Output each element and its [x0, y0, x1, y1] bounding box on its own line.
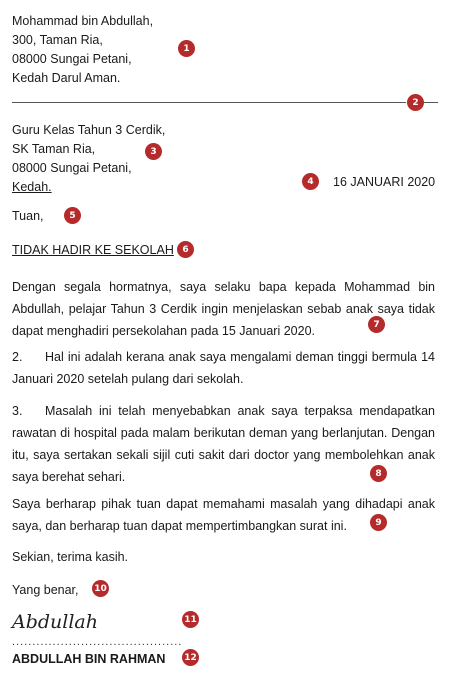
- marker-badge: 7: [368, 316, 385, 333]
- marker-badge: 12: [182, 649, 199, 666]
- paragraph-number: 3.: [12, 404, 23, 418]
- paragraph-3-text: Masalah ini telah menyebabkan anak saya terpaksa mendapatkan rawatan di hospital pada malam berikutan deman yang berlanjutan. Dengan itu, saya sertakan sekali sijil cuti sakit dari doctor yang membolehkan anak saya berehat sehari.: [12, 404, 435, 484]
- divider-line-tail: [424, 102, 438, 103]
- paragraph-2: [12, 346, 435, 390]
- divider-line: [12, 102, 406, 103]
- marker-badge: 8: [370, 465, 387, 482]
- marker-badge: 6: [177, 241, 194, 258]
- paragraph-4: Saya berharap pihak tuan dapat memahami masalah yang dihadapi anak saya, dan berharap tuan dapat mempertimbangkan surat ini.: [12, 497, 435, 533]
- marker-badge: 3: [145, 143, 162, 160]
- sender-address: [12, 12, 153, 88]
- sender-line: Kedah Darul Aman.: [12, 71, 121, 85]
- salutation: Tuan,: [12, 209, 44, 223]
- sender-line: Mohammad bin Abdullah,: [12, 14, 154, 28]
- paragraph-2-text: Hal ini adalah kerana anak saya mengalami deman tinggi bermula 14 Januari 2020 setelah pulang dari sekolah.: [12, 350, 435, 386]
- letter-date: 16 JANUARI 2020: [333, 175, 436, 189]
- recipient-line: SK Taman Ria,: [12, 142, 96, 156]
- marker-badge: 10: [92, 580, 109, 597]
- subject-heading: TIDAK HADIR KE SEKOLAH: [12, 243, 174, 257]
- marker-badge: 11: [182, 611, 199, 628]
- marker-badge: 9: [370, 514, 387, 531]
- marker-badge: 5: [64, 207, 81, 224]
- closing: Sekian, terima kasih.: [12, 550, 129, 564]
- sender-line: 300, Taman Ria,: [12, 33, 103, 47]
- marker-badge: 4: [302, 173, 319, 190]
- recipient-line: Kedah.: [12, 180, 52, 194]
- recipient-line: 08000 Sungai Petani,: [12, 161, 132, 175]
- handwritten-signature: Abdullah: [12, 611, 99, 633]
- paragraph-1: Dengan segala hormatnya, saya selaku bapa kepada Mohammad bin Abdullah, pelajar Tahun 3 Cerdik ingin menjelaskan sebab anak saya tidak dapat menghadiri persekolahan pada 15 Januari 2020.: [12, 280, 435, 338]
- marker-badge: 2: [407, 94, 424, 111]
- signature-line: ..........................................: [12, 636, 183, 648]
- sign-off: Yang benar,: [12, 583, 79, 597]
- marker-badge: 1: [178, 40, 195, 57]
- recipient-line: Guru Kelas Tahun 3 Cerdik,: [12, 123, 166, 137]
- signer-name: ABDULLAH BIN RAHMAN: [12, 652, 166, 666]
- paragraph-number: 2.: [12, 350, 23, 364]
- recipient-address: [12, 121, 165, 197]
- sender-line: 08000 Sungai Petani,: [12, 52, 132, 66]
